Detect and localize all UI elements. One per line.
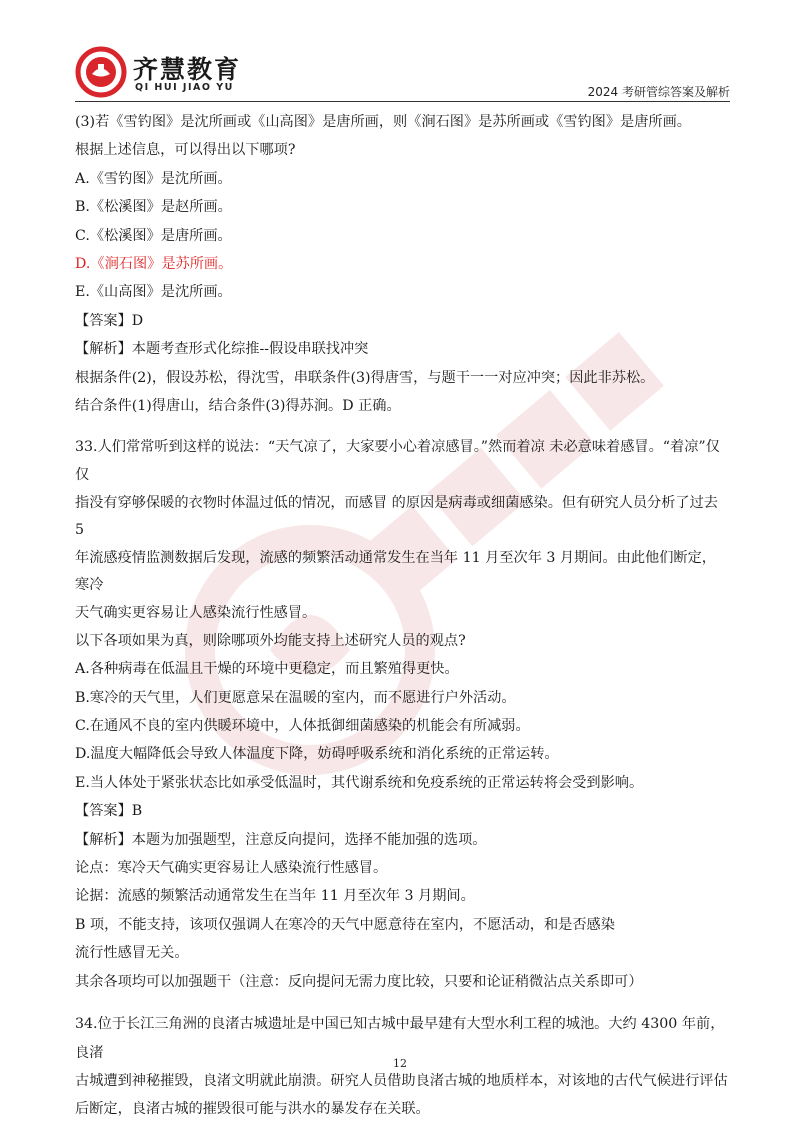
brand-logo-icon	[75, 46, 127, 98]
q32-option-c: C.《松溪图》是唐所画。	[75, 227, 232, 244]
q33-stem-line: 指没有穿够保暖的衣物时体温过低的情况，而感冒 的原因是病毒或细菌感染。但有研究人员分析了过去 5	[75, 494, 718, 539]
brand-pinyin: QI HUI JIAO YU	[135, 82, 234, 93]
q34-stem-line: 后断定，良渚古城的摧毁很可能与洪水的暴发存在关联。	[75, 1101, 430, 1118]
q33-analysis-line: 论点：寒冷天气确实更容易让人感染流行性感冒。	[75, 860, 388, 877]
q33-analysis-line: 流行性感冒无关。	[75, 945, 189, 962]
q33-analysis-line: 其余各项均可以加强题干（注意：反向提问无需力度比较，只要和论证稍微沾点关系即可）	[75, 973, 643, 990]
q32-option-b: B.《松溪图》是赵所画。	[75, 199, 232, 216]
q33-stem-line: 年流感疫情监测数据后发现，流感的频繁活动通常发生在当年 11 月至次年 3 月期间。由此他们断定，寒冷	[75, 549, 716, 594]
q32-option-a: A.《雪钓图》是沈所画。	[75, 170, 232, 187]
q33-stem-line: 33.人们常常听到这样的说法：“天气凉了，大家要小心着凉感冒。”然而着凉 未必意味着感冒。“着凉”仅仅	[75, 439, 720, 484]
q34-stem-line: 古城遭到神秘摧毁，良渚文明就此崩溃。研究人员借助良渚古城的地质样本，对该地的古代气候进行评估	[75, 1072, 728, 1089]
q33-option-b: B.寒冷的天气里，人们更愿意呆在温暖的室内，而不愿进行户外活动。	[75, 689, 516, 706]
page-number: 12	[393, 1057, 407, 1070]
q32-analysis-title: 【解析】本题考查形式化综推--假设串联找冲突	[75, 341, 369, 358]
q33-analysis-line: 论据：流感的频繁活动通常发生在当年 11 月至次年 3 月期间。	[75, 888, 475, 905]
q32-answer: 【答案】D	[75, 312, 144, 329]
q33-question: 以下各项如果为真，则除哪项外均能支持上述研究人员的观点?	[75, 632, 466, 649]
q34-stem-line: 34.位于长江三角洲的良渚古城遗址是中国已知古城中最早建有大型水利工程的城池。大约 4300 年前，良渚	[75, 1016, 725, 1061]
q32-option-e: E.《山高图》是沈所画。	[75, 284, 232, 301]
q33-option-c: C.在通风不良的室内供暖环境中，人体抵御细菌感染的机能会有所减弱。	[75, 718, 530, 735]
page-content	[75, 108, 730, 1124]
header-divider	[75, 101, 730, 102]
q32-option-d-correct: D.《涧石图》是苏所画。	[75, 256, 233, 273]
q32-analysis-line: 结合条件(1)得唐山，结合条件(3)得苏涧。D 正确。	[75, 398, 401, 415]
page-header	[75, 44, 730, 102]
q33-answer: 【答案】B	[75, 803, 143, 820]
q32-condition-3: (3)若《雪钓图》是沈所画或《山高图》是唐所画，则《涧石图》是苏所画或《雪钓图》是唐所画。	[75, 114, 691, 130]
q33-option-a: A.各种病毒在低温且干燥的环境中更稳定，而且繁殖得更快。	[75, 661, 459, 678]
brand-name: 齐慧教育	[133, 55, 242, 84]
q33-analysis-line: B 项，不能支持，该项仅强调人在寒冷的天气中愿意待在室内，不愿活动，和是否感染	[75, 916, 615, 933]
q32-stem: 根据上述信息，可以得出以下哪项?	[75, 142, 296, 159]
q33-option-d: D.温度大幅降低会导致人体温度下降，妨碍呼吸系统和消化系统的正常运转。	[75, 746, 559, 763]
q33-stem-line: 天气确实更容易让人感染流行性感冒。	[75, 605, 317, 622]
q32-analysis-line: 根据条件(2)，假设苏松，得沈雪，串联条件(3)得唐雪，与题干一一对应冲突；因此非苏松。	[75, 369, 655, 386]
q33-option-e: E.当人体处于紧张状态比如承受低温时，其代谢系统和免疫系统的正常运转将会受到影响。	[75, 774, 644, 791]
q33-analysis-title: 【解析】本题为加强题型，注意反向提问，选择不能加强的选项。	[75, 831, 487, 848]
document-title: 2024 考研管综答案及解析	[587, 85, 730, 99]
